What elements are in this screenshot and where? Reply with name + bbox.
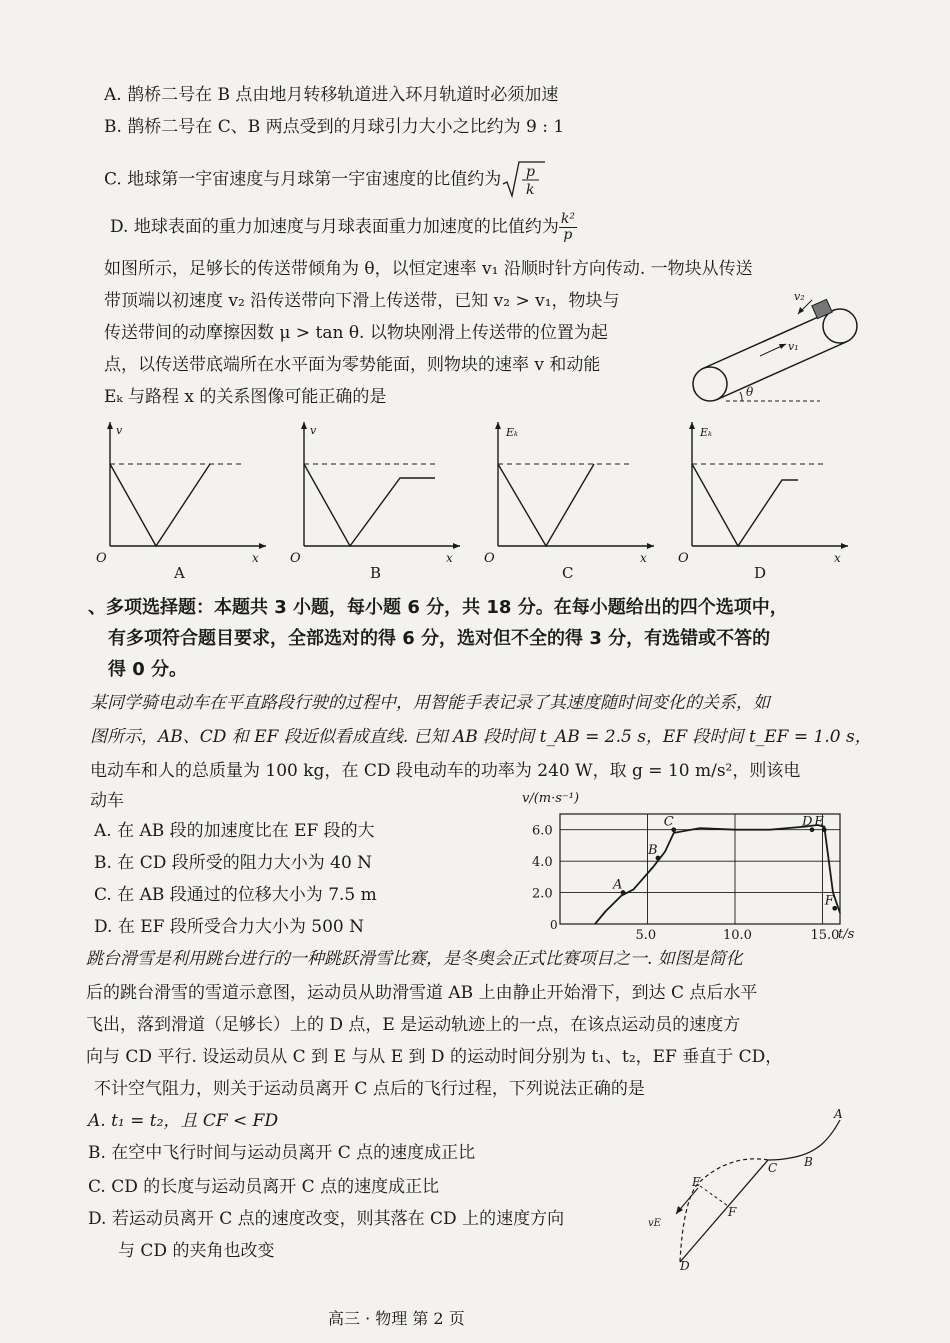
q1-option-d-text: D. 地球表面的重力加速度与月球表面重力加速度的比值约为 xyxy=(110,217,559,237)
graph-b-xlabel: x xyxy=(446,551,453,565)
ebike-option-c: C. 在 AB 段通过的位移大小为 7.5 m xyxy=(94,885,377,905)
q1-option-c xyxy=(104,160,545,200)
block xyxy=(812,299,832,318)
belt-top xyxy=(704,310,834,368)
q1-d-frac xyxy=(559,212,577,243)
graph-a xyxy=(96,418,271,583)
label-c: C xyxy=(768,1161,778,1175)
ski-option-a: A. t₁ = t₂，且 CF < FD xyxy=(88,1111,279,1131)
graph-a-origin: O xyxy=(96,551,107,566)
section2-line-2: 有多项符合题目要求，全部选对的得 6 分，选对但不全的得 3 分，有选错或不答的 xyxy=(108,628,771,649)
chart-origin: 0 xyxy=(550,918,558,932)
section2-line-1: 、多项选择题：本题共 3 小题，每小题 6 分，共 18 分。在每小题给出的四个选项中， xyxy=(88,597,788,618)
q1-option-a: A. 鹊桥二号在 B 点由地月转移轨道进入环月轨道时必须加速 xyxy=(104,85,559,105)
ebike-line-3: 电动车和人的总质量为 100 kg，在 CD 段电动车的功率为 240 W，取 g = 10 m/s²，则该电 xyxy=(90,761,801,781)
graph-c-label: C xyxy=(562,564,574,582)
point-label-d: D xyxy=(802,814,813,830)
sqrt-sign xyxy=(501,160,545,200)
ramp-ab xyxy=(768,1120,840,1160)
q1-d-frac-den: p xyxy=(563,227,573,243)
chart-frame xyxy=(560,814,840,924)
graph-d-xlabel: x xyxy=(834,551,841,565)
label-a: A xyxy=(834,1107,843,1121)
v2-label: v₂ xyxy=(794,290,805,303)
ebike-line-1: 某同学骑电动车在平直路段行驶的过程中，用智能手表记录了其速度随时间变化的关系，如 xyxy=(90,693,770,713)
q1-c-frac-den: k xyxy=(526,182,535,198)
ski-option-d: D. 若运动员离开 C 点的速度改变，则其落在 CD 上的速度方向 xyxy=(88,1209,565,1229)
ski-line-3: 飞出，落到滑道（足够长）上的 D 点，E 是运动轨迹上的一点，在该点运动员的速度方 xyxy=(86,1015,741,1035)
conveyor-line-2: 带顶端以初速度 v₂ 沿传送带向下滑上传送带，已知 v₂ > v₁，物块与 xyxy=(104,291,620,311)
chart-xlabel: t/s xyxy=(838,927,855,942)
q1-option-b: B. 鹊桥二号在 C、B 两点受到的月球引力大小之比约为 9 : 1 xyxy=(104,117,565,137)
graph-b-origin: O xyxy=(290,551,301,566)
ski-option-c: C. CD 的长度与运动员离开 C 点的速度成正比 xyxy=(88,1177,440,1197)
y-tick-label: 4.0 xyxy=(532,855,553,871)
x-tick-label: 5.0 xyxy=(635,928,657,943)
label-ve: vE xyxy=(648,1218,661,1229)
ebike-line-2: 图所示，AB、CD 和 EF 段近似看成直线. 已知 AB 段时间 t_AB = 2.5 s，EF 段时间 t_EF = 1.0 s， xyxy=(90,727,872,747)
graph-c-origin: O xyxy=(484,551,495,566)
section2-line-3: 得 0 分。 xyxy=(108,659,188,680)
graph-a-label: A xyxy=(174,564,185,582)
ski-line-5: 不计空气阻力，则关于运动员离开 C 点后的飞行过程，下列说法正确的是 xyxy=(94,1079,645,1099)
ski-line-4: 向与 CD 平行. 设运动员从 C 到 E 与从 E 到 D 的运动时间分别为 t₁、t₂，EF 垂直于 CD， xyxy=(86,1047,783,1067)
conveyor-line-4: 点，以传送带底端所在水平面为零势能面，则物块的速率 v 和动能 xyxy=(104,355,601,375)
point-label-f: F xyxy=(824,893,834,909)
graph-d-origin: O xyxy=(678,551,689,566)
label-d: D xyxy=(680,1259,690,1272)
graph-b xyxy=(290,418,465,583)
ski-line-2: 后的跳台滑雪的雪道示意图，运动员从助滑雪道 AB 上由静止开始滑下，到达 C 点后水平 xyxy=(86,983,758,1003)
graph-d-label: D xyxy=(754,564,767,582)
ebike-line-4: 动车 xyxy=(90,791,124,811)
ski-line-1: 跳台滑雪是利用跳台进行的一种跳跃滑雪比赛，是冬奥会正式比赛项目之一. 如图是简化 xyxy=(86,949,743,969)
ebike-option-b: B. 在 CD 段所受的阻力大小为 40 N xyxy=(94,853,373,873)
graph-b-label: B xyxy=(370,564,382,582)
x-tick-label: 10.0 xyxy=(723,928,752,943)
ebike-option-a: A. 在 AB 段的加速度比在 EF 段的大 xyxy=(94,821,375,841)
label-e: E xyxy=(692,1175,701,1189)
ebike-option-d: D. 在 EF 段所受合力大小为 500 N xyxy=(94,917,364,937)
graph-a-xlabel: x xyxy=(252,551,259,565)
graph-c-xlabel: x xyxy=(640,551,647,565)
belt-bottom xyxy=(716,342,846,400)
q1-option-c-text: C. 地球第一宇宙速度与月球第一宇宙速度的比值约为 xyxy=(104,169,502,190)
v1-label: v₁ xyxy=(788,340,799,353)
x-tick-label: 15.0 xyxy=(810,928,840,943)
point-label-e: E xyxy=(814,814,824,830)
ski-track-figure xyxy=(640,1102,855,1272)
bottom-pulley xyxy=(693,367,727,401)
conveyor-line-1: 如图所示，足够长的传送带倾角为 θ，以恒定速率 v₁ 沿顺时针方向传动. 一物块从传送 xyxy=(104,259,753,279)
y-tick-label: 2.0 xyxy=(532,886,553,902)
q1-c-frac-num: p xyxy=(526,164,536,180)
conveyor-figure xyxy=(690,284,870,412)
label-b: B xyxy=(804,1155,813,1169)
velocity-curve xyxy=(595,825,840,924)
theta-label: θ xyxy=(746,385,754,399)
ef-line xyxy=(700,1186,728,1206)
graph-d xyxy=(678,418,853,583)
ski-option-b: B. 在空中飞行时间与运动员离开 C 点的速度成正比 xyxy=(88,1143,476,1163)
conveyor-line-3: 传送带间的动摩擦因数 μ > tan θ. 以物块刚滑上传送带的位置为起 xyxy=(104,323,608,343)
conveyor-line-5: Eₖ 与路程 x 的关系图像可能正确的是 xyxy=(104,387,387,407)
point-label-b: B xyxy=(648,843,658,858)
q1-d-frac-num: k² xyxy=(560,211,575,227)
ski-option-d-cont: 与 CD 的夹角也改变 xyxy=(118,1241,275,1261)
q1-option-d xyxy=(110,212,577,243)
point-label-a: A xyxy=(613,877,623,893)
graph-d-ylabel: Eₖ xyxy=(700,426,713,439)
point-label-c: C xyxy=(663,814,674,830)
label-f: F xyxy=(728,1205,737,1219)
graph-c-ylabel: Eₖ xyxy=(506,426,519,439)
y-tick-label: 6.0 xyxy=(532,823,553,839)
chart-ylabel: v/(m·s⁻¹) xyxy=(522,791,580,806)
graph-c xyxy=(484,418,659,583)
graph-a-ylabel: v xyxy=(116,424,123,437)
graph-b-ylabel: v xyxy=(310,424,317,437)
page-footer: 高三 · 物理 第 2 页 xyxy=(328,1309,465,1328)
velocity-time-chart xyxy=(520,786,860,944)
